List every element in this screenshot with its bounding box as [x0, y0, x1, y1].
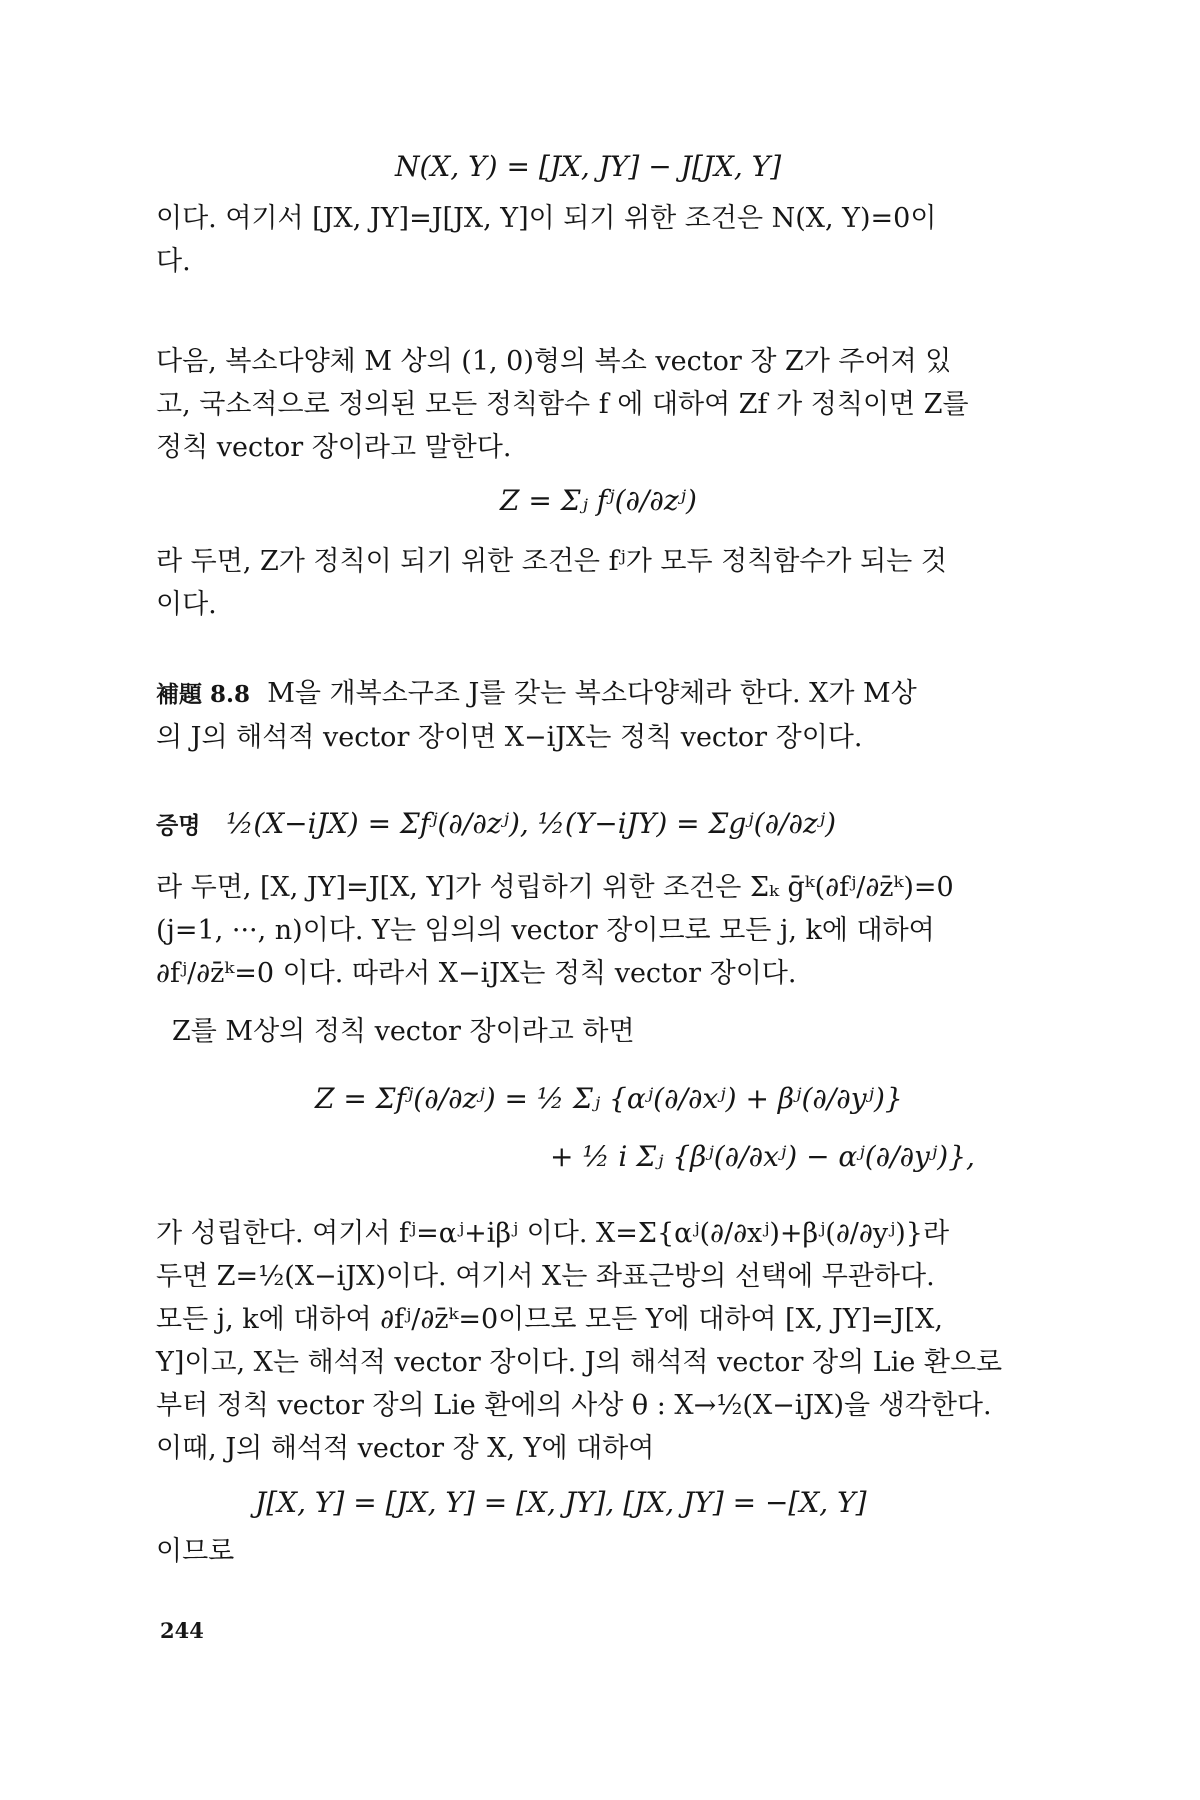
paragraph-5: Z를 M상의 정칙 vector 장이라고 하면	[172, 1016, 635, 1047]
text-line: 다.	[156, 246, 191, 277]
paragraph-7: 이므로	[156, 1536, 235, 1567]
text-line: 다음, 복소다양체 M 상의 (1, 0)형의 복소 vector 장 Z가 주어져 있	[156, 346, 952, 377]
lemma-label: 補題 8.8	[156, 681, 251, 708]
text-line: 부터 정칙 vector 장의 Lie 환에의 사상 θ : X→½(X−iJX)을 생각한다.	[156, 1390, 992, 1421]
text-line: 두면 Z=½(X−iJX)이다. 여기서 X는 좌표근방의 선택에 무관하다.	[156, 1261, 935, 1292]
equation-nijenhuis: N(X, Y) = [JX, JY] − J[JX, Y]	[395, 150, 782, 183]
text-line: 모든 j, k에 대하여 ∂fʲ/∂z̄ᵏ=0이므로 모든 Y에 대하여 [X, JY]=J[X,	[156, 1304, 943, 1335]
text-line: 라 두면, [X, JY]=J[X, Y]가 성립하기 위한 조건은 Σₖ ḡᵏ(∂fʲ/∂z̄ᵏ)=0	[156, 872, 954, 903]
page-number: 244	[160, 1618, 204, 1643]
text-line: 정칙 vector 장이라고 말한다.	[156, 432, 512, 463]
proof-first-line	[156, 802, 1056, 847]
lemma-first-line	[156, 672, 1056, 716]
proof-formula: ½(X−iJX) = Σfʲ(∂/∂zʲ), ½(Y−iJY) = Σgʲ(∂/∂zʲ)	[226, 807, 837, 840]
equation-decomposition-line-2: + ½ i Σⱼ {βʲ(∂/∂xʲ) − αʲ(∂/∂yʲ)},	[550, 1140, 975, 1173]
text-line: 이다.	[156, 589, 217, 620]
proof-label: 증명	[156, 812, 201, 839]
text-line: 이때, J의 해석적 vector 장 X, Y에 대하여	[156, 1433, 655, 1464]
paragraph-3	[156, 540, 1056, 626]
text-line: 가 성립한다. 여기서 fʲ=αʲ+iβʲ 이다. X=Σ{αʲ(∂/∂xʲ)+βʲ(∂/∂yʲ)}라	[156, 1218, 950, 1249]
text-line: ∂fʲ/∂z̄ᵏ=0 이다. 따라서 X−iJX는 정칙 vector 장이다.	[156, 958, 797, 989]
text-line: 고, 국소적으로 정의된 모든 정칙함수 f 에 대하여 Zf 가 정칙이면 Z를	[156, 389, 969, 420]
lemma-block	[156, 672, 1056, 759]
paragraph-4	[156, 866, 1056, 995]
equation-bracket-relations: J[X, Y] = [JX, Y] = [X, JY], [JX, JY] = −[X, Y]	[255, 1486, 867, 1519]
text-line: M을 개복소구조 J를 갖는 복소다양체라 한다. X가 M상	[267, 678, 917, 709]
proof-block	[156, 802, 1056, 847]
paragraph-1	[156, 197, 1056, 283]
equation-holomorphic-field: Z = Σⱼ fʲ(∂/∂zʲ)	[500, 484, 697, 517]
text-line: Y]이고, X는 해석적 vector 장이다. J의 해석적 vector 장의 Lie 환으로	[156, 1347, 1003, 1378]
paragraph-2	[156, 340, 1056, 469]
equation-decomposition-line-1: Z = Σfʲ(∂/∂zʲ) = ½ Σⱼ {αʲ(∂/∂xʲ) + βʲ(∂/∂yʲ)}	[315, 1082, 903, 1115]
paragraph-6	[156, 1212, 1056, 1470]
text-line: 의 J의 해석적 vector 장이면 X−iJX는 정칙 vector 장이다.	[156, 722, 863, 753]
text-line: 라 두면, Z가 정칙이 되기 위한 조건은 fʲ가 모두 정칙함수가 되는 것	[156, 546, 947, 577]
text-line: 이다. 여기서 [JX, JY]=J[JX, Y]이 되기 위한 조건은 N(X, Y)=0이	[156, 203, 937, 234]
text-line: (j=1, ···, n)이다. Y는 임의의 vector 장이므로 모든 j, k에 대하여	[156, 915, 935, 946]
